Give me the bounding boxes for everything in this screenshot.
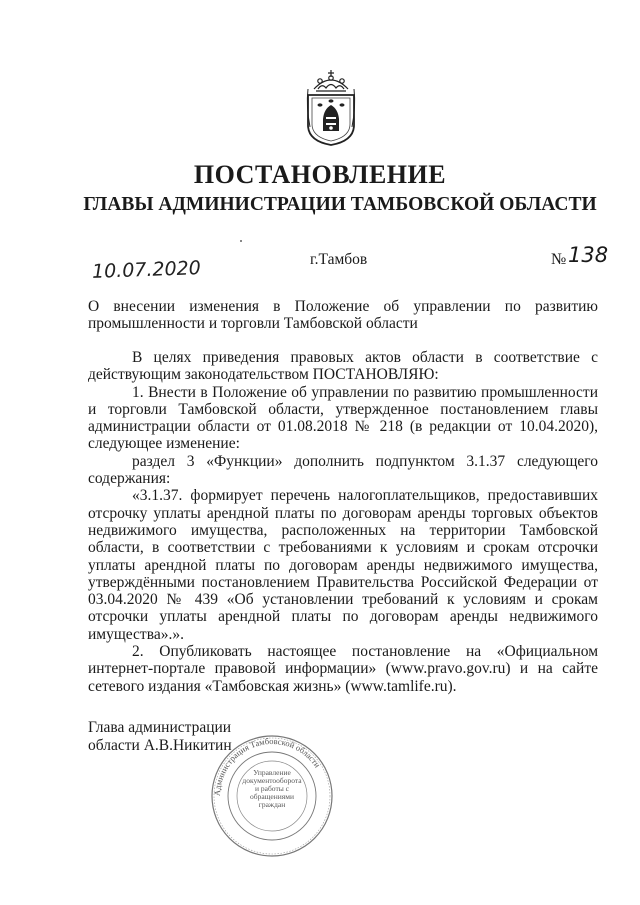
document-number-label: № [551,251,567,268]
paragraph-item-1: 1. Внести в Положение об управлении по развитию промышленности и торговли Тамбовской области, утвержденное постановлением главы администрации области от 01.08.2018 № 218 (в редакции от 10.04.2020), следующее изменение: [88,383,598,453]
signature-name: области А.В.Никитин [88,737,232,754]
signature-position: Глава администрации [88,719,232,736]
stamp-center-text: Управление документооборота и работы с обращениями граждан [242,769,302,809]
scan-speck [240,240,242,242]
document-number: 138 [568,243,609,267]
document-subtitle: ГЛАВЫ АДМИНИСТРАЦИИ ТАМБОВСКОЙ ОБЛАСТИ [83,194,597,215]
paragraph-preamble: В целях приведения правовых актов области в соответствие с действующим законодательством ПОСТАНОВЛЯЮ: [88,349,598,384]
document-city: г.Тамбов [310,251,368,268]
paragraph-item-2: 2. Опубликовать настоящее постановление на «Официальном интернет-портале правовой информации» (www.pravo.gov.ru) и на сайте сетевого издания «Тамбовская жизнь» (www.tamlife.ru). [88,643,598,695]
stamp-outer-text: Администрация Тамбовской области [211,735,323,797]
paragraph-subclause-text: «3.1.37. формирует перечень налогоплательщиков, предоставивших отсрочку уплаты арендной платы по договорам аренды торговых объектов недвижимого имущества, расположенных на территории Тамбовской области, в соответствии с требованиями к условиям и срокам отсрочки уплаты арендной платы по договорам аренды недвижимого имущества, утверждёнными постановлением Правительства Российской Федерации от 03.04.2020 № 439 «Об установлении требований к условиям и срокам отсрочки уплаты арендной платы по договорам аренды недвижимого имущества».». [88,487,598,643]
paragraph-section-addition: раздел 3 «Функции» дополнить подпунктом 3.1.37 следующего содержания: [88,452,598,488]
document-title: ПОСТАНОВЛЕНИЕ [193,160,447,189]
coat-of-arms-emblem [302,67,360,147]
document-body [88,349,598,695]
document-date: 10.07.2020 [91,257,202,283]
official-stamp [210,733,334,859]
document-subject: О внесении изменения в Положение об управлении по развитию промышленности и торговли Тамбовской области [88,298,598,332]
